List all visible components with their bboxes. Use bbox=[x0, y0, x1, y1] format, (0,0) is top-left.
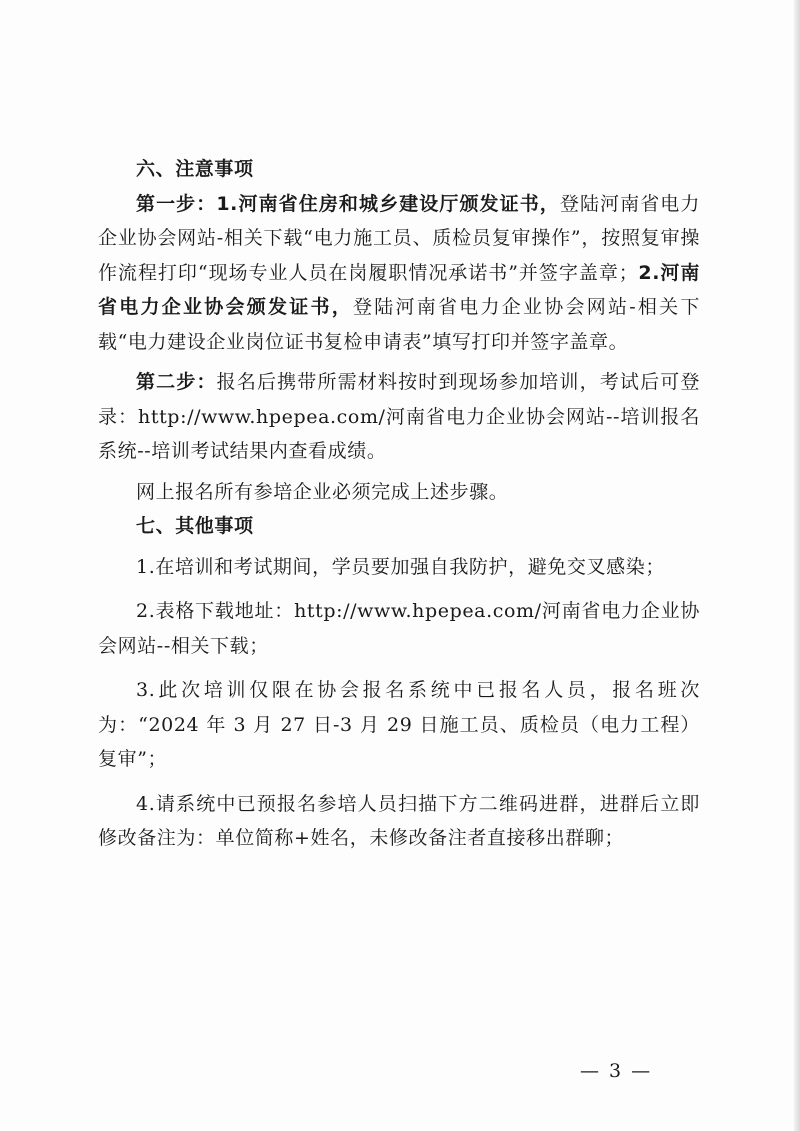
section-6-heading: 六、注意事项 bbox=[136, 158, 254, 180]
section-7-item-2: 2.表格下载地址：http://www.hpepea.com/河南省电力企业协会网站--相关下载； bbox=[98, 600, 700, 657]
step-1-paragraph bbox=[98, 187, 700, 360]
section-7-item-4: 4.请系统中已预报名参培人员扫描下方二维码进群，进群后立即修改备注为：单位简称+姓名，未修改备注者直接移出群聊； bbox=[98, 792, 700, 849]
page-edge-shadow bbox=[794, 0, 800, 1131]
step-1-bold-2: 2.河南省电力企业协会颁发证书， bbox=[98, 261, 700, 318]
step-2-text: 报名后携带所需材料按时到现场参加培训，考试后可登录：http://www.hpepea.com/河南省电力企业协会网站--培训报名系统--培训考试结果内查看成绩。 bbox=[98, 371, 700, 462]
step-1-label: 第一步： bbox=[136, 192, 217, 215]
step-2-paragraph bbox=[98, 365, 700, 469]
section-7-heading: 七、其他事项 bbox=[136, 515, 254, 537]
section-7-item-3: 3.此次培训仅限在协会报名系统中已报名人员，报名班次为：“2024 年 3 月 27 日-3 月 29 日施工员、质检员（电力工程）复审”； bbox=[98, 679, 700, 770]
page-number: — 3 — bbox=[580, 1060, 653, 1082]
step-1-text-2: 登陆河南省电力企业协会网站-相关下载“电力建设企业岗位证书复检申请表”填写打印并签字盖章。 bbox=[98, 296, 701, 353]
step-2-label: 第二步： bbox=[136, 371, 217, 393]
section-7-item-1: 1.在培训和考试期间，学员要加强自我防护，避免交叉感染； bbox=[136, 555, 665, 578]
step-1-bold-1: 1.河南省住房和城乡建设厅颁发证书， bbox=[216, 192, 560, 215]
document-body bbox=[98, 152, 700, 856]
section-6-note: 网上报名所有参培企业必须完成上述步骤。 bbox=[136, 480, 509, 503]
step-1-text-1: 登陆河南省电力企业协会网站-相关下载“电力施工员、质检员复审操作”，按照复审操作流程打印“现场专业人员在岗履职情况承诺书”并签字盖章； bbox=[98, 192, 700, 284]
